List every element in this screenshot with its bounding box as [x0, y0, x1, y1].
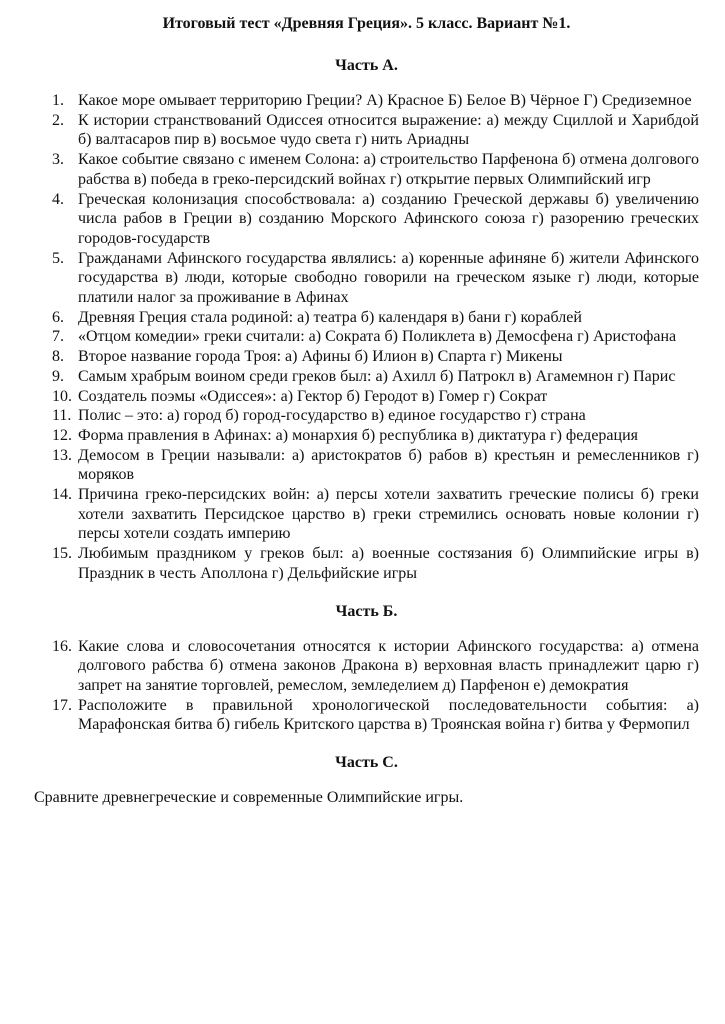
question-11 [34, 406, 699, 426]
question-text: Второе название города Троя: а) Афины б) Илион в) Спарта г) Микены [78, 348, 563, 366]
question-number: 5. [52, 249, 64, 267]
question-1 [34, 91, 699, 111]
question-15 [34, 544, 699, 583]
part-a-questions [34, 91, 699, 584]
question-number: 16. [52, 637, 72, 655]
question-number: 8. [52, 348, 64, 366]
question-text: Гражданами Афинского государства являлись: а) коренные афиняне б) жители Афинского государства в) люди, которые свободно говорили на греческом языке г) люди, которые платили налог за проживание в Афинах [78, 249, 699, 307]
question-number: 6. [52, 308, 64, 326]
part-c-task: Сравните древнегреческие и современные Олимпийские игры. [34, 789, 464, 807]
question-4 [34, 190, 699, 249]
question-number: 1. [52, 92, 64, 109]
question-text: Какие слова и словосочетания относятся к истории Афинского государства: а) отмена долгового рабства б) отмена законов Дракона в) верховная власть принадлежит царю г) запрет на занятие торговлей, ремеслом, земледелием д) Парфенон е) демократия [78, 637, 699, 694]
question-10 [34, 387, 699, 407]
question-number: 10. [52, 387, 72, 405]
question-7 [34, 327, 699, 347]
question-12 [34, 426, 699, 446]
question-14 [34, 485, 699, 544]
question-number: 11. [52, 407, 72, 425]
question-number: 4. [52, 190, 64, 208]
part-c-heading: Часть С. [335, 754, 398, 772]
question-number: 15. [52, 545, 72, 563]
question-16 [34, 637, 699, 696]
question-text: Какое море омывает территорию Греции? А) Красное Б) Белое В) Чёрное Г) Средиземное [78, 92, 692, 109]
question-text: Причина греко-персидских войн: а) персы хотели захватить греческие полисы б) греки хотели захватить Персидское царство в) греки стремились основать новые колонии г) персы хотели создать империю [78, 486, 699, 543]
question-3 [34, 150, 699, 189]
question-text: Древняя Греция стала родиной: а) театра б) календаря в) бани г) кораблей [78, 308, 582, 326]
question-number: 13. [52, 446, 72, 464]
question-9 [34, 367, 699, 387]
question-number: 17. [52, 696, 72, 714]
question-17 [34, 696, 699, 735]
question-13 [34, 446, 699, 485]
question-text: Форма правления в Афинах: а) монархия б) республика в) диктатура г) федерация [78, 426, 638, 444]
question-text: Демосом в Греции называли: а) аристократов б) рабов в) крестьян и ремесленников г) моряков [78, 446, 699, 484]
question-number: 14. [52, 486, 72, 504]
document-title: Итоговый тест «Древняя Греция». 5 класс. Вариант №1. [162, 15, 571, 32]
question-number: 7. [52, 328, 64, 346]
question-number: 9. [52, 367, 64, 385]
question-text: Расположите в правильной хронологической последовательности события: а) Марафонская битва б) гибель Критского царства в) Троянская война г) битва у Фермопил [78, 696, 699, 734]
question-5 [34, 249, 699, 308]
part-b-heading: Часть Б. [335, 602, 398, 620]
question-text: Любимым праздником у греков был: а) военные состязания б) Олимпийские игры в) Праздник в честь Аполлона г) Дельфийские игры [78, 545, 699, 582]
part-a-heading: Часть А. [335, 57, 398, 74]
question-text: Какое событие связано с именем Солона: а) строительство Парфенона б) отмена долгового рабства в) победа в греко-персидский войнах г) открытие первых Олимпийский игр [78, 151, 699, 188]
question-text: Полис – это: а) город б) город-государство в) единое государство г) страна [78, 407, 586, 425]
question-text: Греческая колонизация способствовала: а) созданию Греческой державы б) увеличению числа рабов в Греции в) созданию Морского Афинского союза г) разорению греческих городов-государств [78, 190, 699, 247]
question-text: Создатель поэмы «Одиссея»: а) Гектор б) Геродот в) Гомер г) Сократ [78, 387, 548, 405]
question-text: Самым храбрым воином среди греков был: а) Ахилл б) Патрокл в) Агамемнон г) Парис [78, 367, 676, 385]
question-number: 2. [52, 111, 64, 129]
question-text: «Отцом комедии» греки считали: а) Сократа б) Поликлета в) Демосфена г) Аристофана [78, 328, 677, 346]
question-8 [34, 347, 699, 367]
question-text: К истории странствований Одиссея относится выражение: а) между Сциллой и Харибдой б) валтасаров пир в) восьмое чудо света г) нить Ариадны [78, 111, 699, 149]
part-b-questions [34, 637, 699, 736]
question-6 [34, 308, 699, 328]
question-number: 12. [52, 426, 72, 444]
question-number: 3. [52, 151, 64, 169]
question-2 [34, 111, 699, 150]
